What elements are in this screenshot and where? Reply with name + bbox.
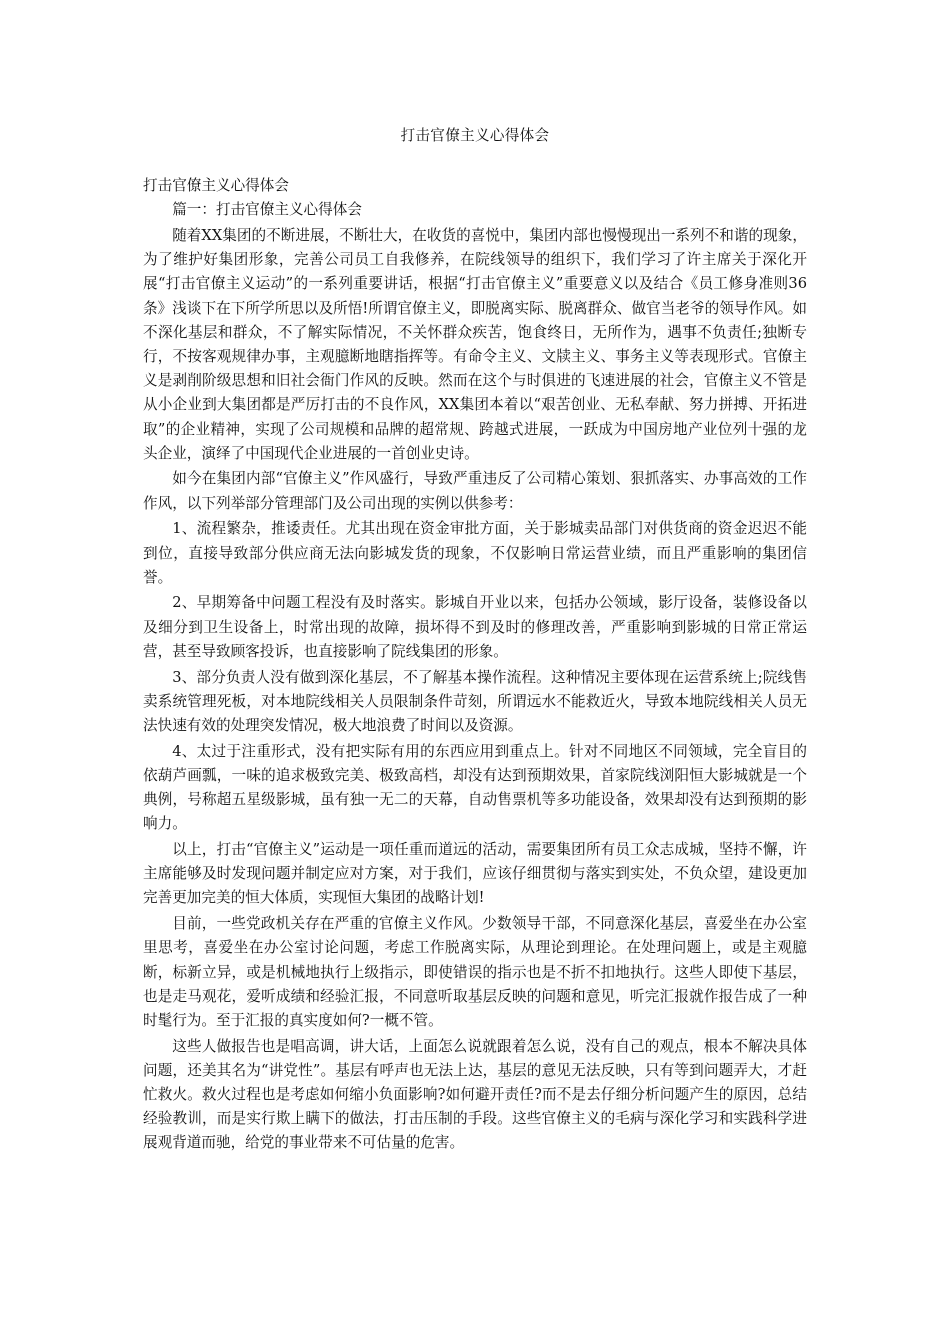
list-item: 4、太过于注重形式，没有把实际有用的东西应用到重点上。针对不同地区不同领域，完全盲目的依葫芦画瓢，一味的追求极致完美、极致高档，却没有达到预期效果，首家院线浏阳恒大影城就是一个典例，号称超五星级影城，虽有独一无二的天幕，自动售票机等多功能设备，效果却没有达到预期的影响力。 bbox=[143, 742, 807, 833]
document-title: 打击官僚主义心得体会 bbox=[400, 127, 550, 144]
document-body bbox=[143, 174, 807, 1157]
paragraph: 如今在集团内部“官僚主义”作风盛行，导致严重违反了公司精心策划、狠抓落实、办事高效的工作作风，以下列举部分管理部门及公司出现的实例以供参考： bbox=[143, 470, 807, 512]
section-heading: 篇一：打击官僚主义心得体会 bbox=[172, 201, 362, 219]
paragraph: 这些人做报告也是唱高调，讲大话，上面怎么说就跟着怎么说，没有自己的观点，根本不解决具体问题，还美其名为“讲党性”。基层有呼声也无法上达，基层的意见无法反映，只有等到问题弄大，才赶忙救火。救火过程也是考虑如何缩小负面影响?如何避开责任?而不是去仔细分析问题产生的原因，总结经验教训，而是实行欺上瞒下的做法，打击压制的手段。这些官僚主义的毛病与深化学习和实践科学进展观背道而驰，给党的事业带来不可估量的危害。 bbox=[143, 1037, 807, 1152]
list-item: 2、早期筹备中问题工程没有及时落实。影城自开业以来，包括办公领域，影厅设备，装修设备以及细分到卫生设备上，时常出现的故障，损坏得不到及时的修理改善，严重影响到影城的日常正常运营，甚至导致顾客投诉，也直接影响了院线集团的形象。 bbox=[143, 594, 807, 660]
list-item: 1、流程繁杂，推诿责任。尤其出现在资金审批方面，关于影城卖品部门对供货商的资金迟迟不能到位，直接导致部分供应商无法向影城发货的现象，不仅影响日常运营业绩，而且严重影响的集团信誉。 bbox=[143, 520, 807, 586]
paragraph: 目前，一些党政机关存在严重的官僚主义作风。少数领导干部，不同意深化基层，喜爱坐在办公室里思考，喜爱坐在办公室讨论问题，考虑工作脱离实际，从理论到理论。在处理问题上，或是主观臆断，标新立异，或是机械地执行上级指示，即使错误的指示也是不折不扣地执行。这些人即使下基层，也是走马观花，爱听成绩和经验汇报，不同意听取基层反映的问题和意见，听完汇报就作报告成了一种时髦行为。至于汇报的真实度如何?一概不管。 bbox=[143, 915, 807, 1029]
list-item: 3、部分负责人没有做到深化基层，不了解基本操作流程。这种情况主要体现在运营系统上;院线售卖系统管理死板，对本地院线相关人员限制条件苛刻，所谓远水不能救近火，导致本地院线相关人员无法快速有效的处理突发情况，极大地浪费了时间以及资源。 bbox=[143, 668, 807, 734]
paragraph: 随着XX集团的不断进展，不断壮大，在收货的喜悦中，集团内部也慢慢现出一系列不和谐的现象，为了维护好集团形象，完善公司员工自我修养，在院线领导的组织下，我们学习了许主席关于深化开展“打击官僚主义运动”的一系列重要讲话，根据“打击官僚主义”重要意义以及结合《员工修身准则36条》浅谈下在下所学所思以及所悟!所谓官僚主义，即脱离实际、脱离群众、做官当老爷的领导作风。如不深化基层和群众，不了解实际情况，不关怀群众疾苦，饱食终日，无所作为，遇事不负责任;独断专行，不按客观规律办事，主观臆断地瞎指挥等。有命令主义、文牍主义、事务主义等表现形式。官僚主义是剥削阶级思想和旧社会衙门作风的反映。然而在这个与时俱进的飞速进展的社会，官僚主义不管是从小企业到大集团都是严厉打击的不良作风，XX集团本着以“艰苦创业、无私奉献、努力拼搏、开拓进取”的企业精神，实现了公司规模和品牌的超常规、跨越式进展，一跃成为中国房地产业位列十强的龙头企业，演绎了中国现代企业进展的一首创业史诗。 bbox=[143, 226, 807, 462]
document-subtitle: 打击官僚主义心得体会 bbox=[143, 177, 289, 194]
paragraph: 以上，打击“官僚主义”运动是一项任重而道远的活动，需要集团所有员工众志成城，坚持不懈，许主席能够及时发现问题并制定应对方案，对于我们，应该仔细贯彻与落实到实处，不负众望，建设更加完善更加完美的恒大体质，实现恒大集团的战略计划! bbox=[143, 840, 807, 907]
document-page bbox=[143, 0, 807, 1344]
